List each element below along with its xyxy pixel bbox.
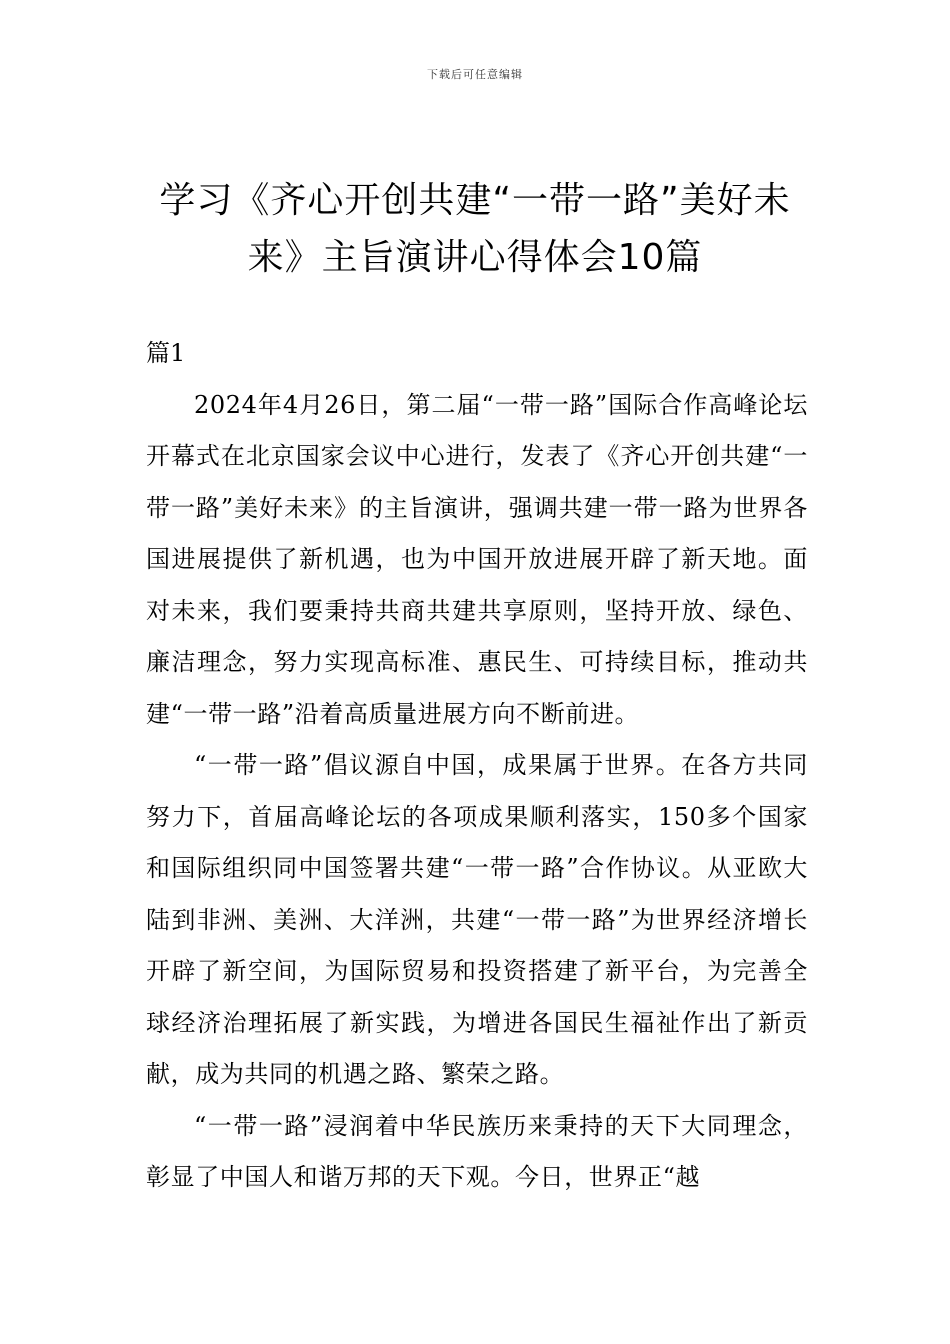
document-body	[146, 328, 808, 1204]
paragraph: 2024年4月26日，第二届“一带一路”国际合作高峰论坛开幕式在北京国家会议中心进行，发表了《齐心开创共建“一带一路”美好未来》的主旨演讲，强调共建一带一路为世界各国进展提供了新机遇，也为中国开放进展开辟了新天地。面对未来，我们要秉持共商共建共享原则，坚持开放、绿色、廉洁理念，努力实现高标准、惠民生、可持续目标，推动共建“一带一路”沿着高质量进展方向不断前进。	[146, 390, 808, 728]
document-title: 学习《齐心开创共建“一带一路”美好未来》主旨演讲心得体会10篇	[159, 180, 791, 278]
paragraph: “一带一路”浸润着中华民族历来秉持的天下大同理念，彰显了中国人和谐万邦的天下观。今日，世界正“越	[146, 1111, 808, 1191]
header-note: 下载后可任意编辑	[427, 68, 523, 81]
section-heading: 篇1	[146, 339, 186, 367]
paragraph: “一带一路”倡议源自中国，成果属于世界。在各方共同努力下，首届高峰论坛的各项成果顺利落实，150多个国家和国际组织同中国签署共建“一带一路”合作协议。从亚欧大陆到非洲、美洲、大洋洲，共建“一带一路”为世界经济增长开辟了新空间，为国际贸易和投资搭建了新平台，为完善全球经济治理拓展了新实践，为增进各国民生福祉作出了新贡献，成为共同的机遇之路、繁荣之路。	[146, 751, 808, 1088]
